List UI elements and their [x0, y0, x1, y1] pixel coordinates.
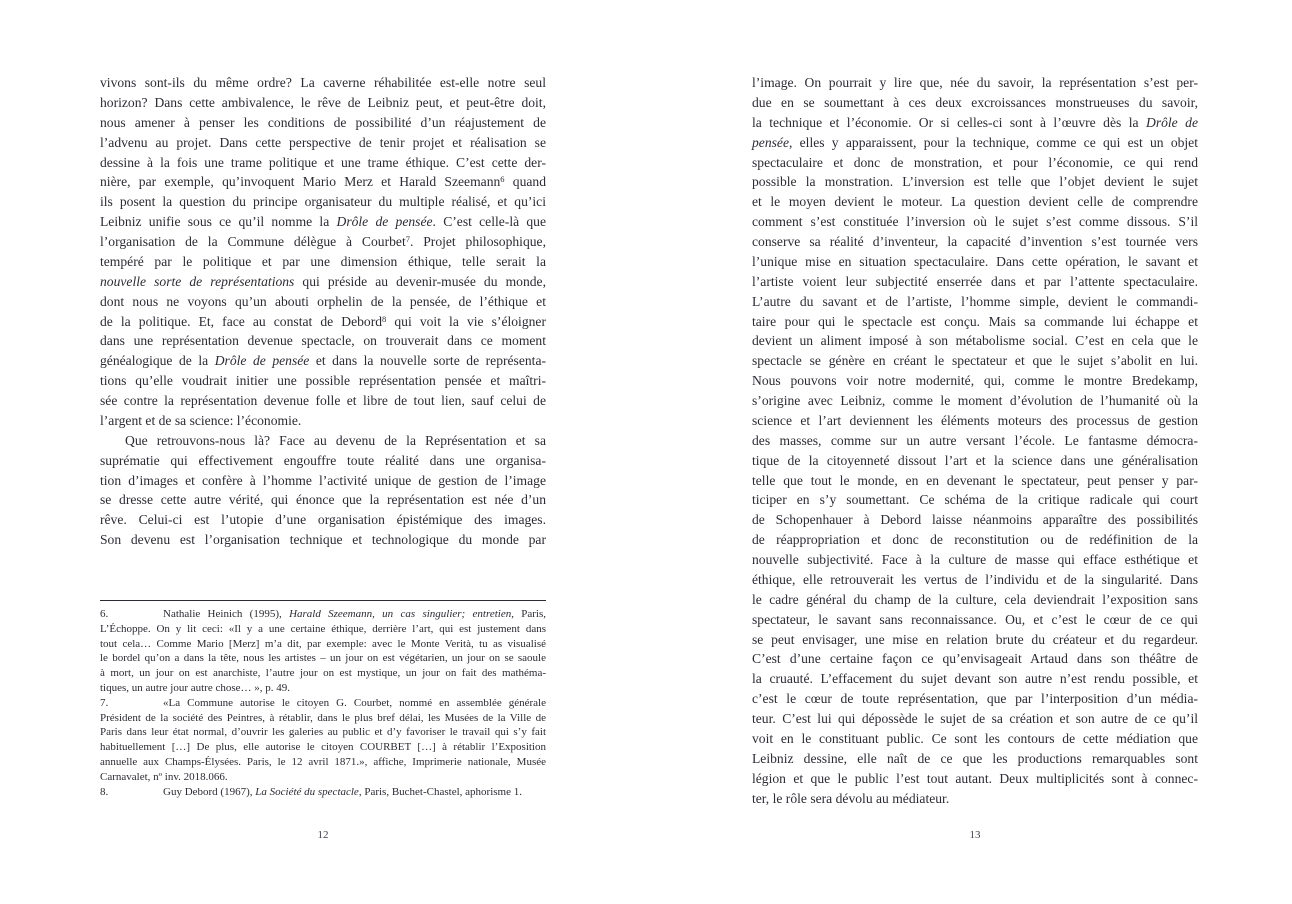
text-segment: tique de la citoyenneté dissout l’art et la science dans une généralisation [752, 452, 1198, 468]
text-segment: ter, le rôle sera dévolu au médiateur. [752, 790, 950, 806]
text-line [100, 451, 546, 471]
footnote-reference: 8 [382, 313, 387, 324]
text-line [100, 371, 546, 391]
text-segment: la cruauté. L’effacement du sujet devant son autre n’est rendu possible, et [752, 671, 1198, 687]
text-segment: généalogique de la [100, 353, 215, 369]
text-segment: nous amener à penser les conditions de possibilité d’un réajustement de [100, 114, 546, 130]
text-line [752, 550, 1198, 570]
text-segment: C’est d’une certaine façon ce qu’envisageait Artaud dans son théâtre de [752, 651, 1198, 667]
text-segment: conserve sa réalité d’inventeur, la capacité d’invention s’est tournée vers [752, 234, 1198, 249]
text-line [752, 709, 1198, 729]
text-line [100, 292, 546, 312]
text-line [100, 312, 546, 332]
text-line [100, 681, 546, 696]
text-segment: Guy Debord (1967), [163, 785, 256, 798]
text-line [100, 510, 546, 530]
text-line [100, 153, 546, 173]
text-line [100, 740, 546, 755]
text-line [100, 490, 546, 510]
text-segment: qui préside au devenir-musée du monde, [294, 273, 546, 289]
text-segment: éthique, elle retrouverait les vertus de l’individu et de la singularité. Dans [752, 571, 1198, 587]
text-segment: ticiper en s’y soumettant. Ce schéma de la critique radicale qui court [752, 492, 1198, 508]
text-segment: L’autre du savant et de l’artiste, l’homme simple, devient le commandi- [752, 293, 1198, 309]
text-segment: taire pour qui le spectacle est conçu. Mais sa commande lui échappe et [752, 313, 1198, 329]
italic-text: pensée [752, 134, 789, 150]
text-line [100, 212, 546, 232]
text-segment: Leibniz unifie sous ce qu’il nomme la [100, 214, 337, 230]
text-line [752, 490, 1198, 510]
text-segment: le bordel qu’on a dans la tête, nous les artistes – un jour on est végétarien, un jour on se saoule [100, 652, 546, 665]
text-segment: spectaculaire et donc de monstration, et pour l’économie, ce qui rend [752, 154, 1198, 170]
text-line [752, 113, 1198, 133]
text-line [752, 769, 1198, 789]
text-line [100, 172, 546, 192]
text-segment: «La Commune autorise le citoyen G. Courbet, nommé en assemblée générale [163, 696, 546, 709]
text-line [100, 272, 546, 292]
text-line [752, 689, 1198, 709]
text-line [100, 331, 546, 351]
text-segment: rêve. Celui-ci est l’utopie d’une organisation épistémique des images. [100, 512, 546, 528]
text-line [100, 530, 546, 550]
text-line [100, 666, 546, 681]
text-line [100, 252, 546, 272]
text-segment: des masses, comme sur un autre versant l’école. Le fantasme démocra- [752, 432, 1198, 448]
right-page-body [752, 73, 1198, 808]
text-line [752, 391, 1198, 411]
text-line [752, 73, 1198, 93]
italic-text: Harald Szeemann, un cas singulier; entretien [289, 608, 512, 620]
text-segment: de Schopenhauer à Debord laisse néanmoins apparaître des possibilités [752, 512, 1198, 528]
text-segment: l’argent et de sa science: l’économie. [100, 412, 302, 428]
text-line [100, 622, 546, 637]
text-segment: l’organisation de la Commune délègue à Courbet [100, 234, 406, 249]
text-line [752, 272, 1198, 292]
text-segment: dans une représentation devenue spectacle, on trouverait dans ce moment [100, 333, 546, 349]
text-segment: de réappropriation et donc de reconstitution ou de redéfinition de la [752, 532, 1198, 548]
text-line [752, 669, 1198, 689]
text-line [752, 610, 1198, 630]
text-segment: dessine à la fois une trame politique et une trame éthique. C’est cette der- [100, 154, 546, 170]
footnote-number: 6. [100, 608, 109, 620]
text-segment: devient un aliment imposé à son métabolisme social. C’est en cela que le [752, 333, 1198, 349]
text-segment: Nathalie Heinich (1995), [163, 608, 290, 620]
text-segment: à mort, un jour on est anarchiste, l’autre jour on est mystique, un jour on fait des mathéma- [100, 667, 546, 680]
text-line [752, 789, 1198, 809]
italic-text: Drôle de pensée [336, 214, 433, 230]
text-segment: s’origine avec Leibniz, comme le moment d’évolution de l’humanité où la [752, 393, 1198, 408]
text-segment: et le moyen devient le moteur. La question devient celle de comprendre [752, 194, 1198, 210]
text-line [752, 590, 1198, 610]
text-line [752, 351, 1198, 371]
text-line [752, 292, 1198, 312]
text-line [100, 755, 546, 770]
text-segment: sée contre la représentation devenue folle et libre de tout lien, sauf celui de [100, 393, 546, 408]
text-segment: , Paris, Buchet-Chastel, aphorisme 1. [358, 785, 522, 798]
text-line [100, 113, 546, 133]
text-segment: teur. C’est lui qui dépossède le sujet de sa création et son autre de ce qu’il [752, 711, 1198, 726]
text-line [100, 696, 546, 711]
text-line [752, 232, 1198, 252]
text-line [100, 93, 546, 113]
text-segment: , elles y apparaissent, pour la technique, comme ce qui est un objet [789, 134, 1198, 150]
text-line [752, 431, 1198, 451]
italic-text: nouvelle sorte de représentations [100, 273, 295, 289]
text-segment: dont nous ne voyons qu’un abouti orphelin de la pensée, de l’éthique et [100, 293, 546, 309]
text-segment: l’unique mise en situation spectaculaire. Dans cette opération, le savant et [752, 253, 1198, 269]
text-segment: , Paris, [511, 608, 547, 620]
footnote-number: 8. [100, 785, 109, 798]
italic-text: Drôle de pensée [214, 353, 310, 369]
text-segment: ils posent la question du principe organisateur du multiple réalisé, et qu’ici [100, 194, 546, 210]
text-segment: se peut envisager, une mise en relation brute du créateur et du regardeur. [752, 631, 1198, 647]
text-segment: telle que tout le monde, en en devenant le spectateur, peut penser y par- [752, 472, 1198, 488]
text-line [100, 471, 546, 491]
text-line [752, 212, 1198, 232]
italic-text: Drôle de [1146, 114, 1198, 130]
text-segment: Que retrouvons-nous là? Face au devenu de la Représentation et sa [125, 432, 546, 448]
text-segment: science et l’art deviennent les éléments moteurs des processus de gestion [752, 412, 1198, 428]
text-segment: Carnavalet, nº inv. 2018.066. [100, 770, 228, 783]
page-number-right: 13 [969, 829, 981, 841]
text-line [100, 785, 546, 800]
text-line [100, 411, 546, 431]
text-line [752, 411, 1198, 431]
page-number-left: 12 [317, 829, 329, 841]
text-segment: Président de la société des Peintres, à rétablir, dans le plus bref délai, les Musées de la Ville de [100, 711, 546, 724]
text-segment: tout cela… Comme Mario [Merz] m’a dit, par exemple: avec le Monte Verità, tu as visualisé [100, 637, 546, 650]
text-segment: et dans la nouvelle sorte de représenta- [309, 353, 547, 369]
text-line [752, 471, 1198, 491]
text-segment: la technique et l’économie. Or si celles-ci sont à l’œuvre dès la [752, 114, 1146, 130]
text-line [752, 312, 1198, 332]
text-line [752, 371, 1198, 391]
text-segment: se dresse cette autre vérité, qui énonce que la représentation est née d’un [100, 492, 546, 508]
text-line [752, 172, 1198, 192]
footnotes-block [100, 600, 546, 799]
text-line [752, 451, 1198, 471]
text-segment: suprématie qui effectivement engouffre toute réalité dans une organisa- [100, 452, 546, 468]
text-line [752, 93, 1198, 113]
text-segment: due en se soumettant à ces deux excroissances monstrueuses du savoir, [752, 94, 1198, 110]
text-line [752, 252, 1198, 272]
text-line [100, 232, 546, 252]
text-segment: Leibniz dessine, elle naît de ce que les productions remarquables sont [752, 750, 1198, 766]
text-segment: tions qu’elle voudrait initier une possible représentation pensée et maîtri- [100, 373, 546, 389]
text-line [100, 431, 546, 451]
text-segment: spectacle se génère en créant le spectateur et que le sujet s’abolit en lui. [752, 353, 1198, 369]
text-line [752, 133, 1198, 153]
text-line [752, 649, 1198, 669]
italic-text: La Société du spectacle [255, 785, 359, 798]
text-line [100, 73, 546, 93]
text-segment: nouvelle subjectivité. Face à la culture de masse qui efface esthétique et [752, 552, 1198, 567]
text-line [752, 630, 1198, 650]
text-segment: c’est le cœur de toute représentation, que par l’interposition d’un média- [752, 691, 1198, 707]
text-line [752, 729, 1198, 749]
text-line [752, 331, 1198, 351]
text-segment: de la politique. Et, face au constat de Debord [100, 313, 383, 329]
text-segment: spectateur, le savant sans reconnaissance. Ou, et c’est le cœur de ce qui [752, 611, 1198, 627]
text-line [100, 607, 546, 622]
footnote-separator-rule [100, 600, 546, 601]
text-segment: annuelle aux Champs-Élysées. Paris, le 12 avril 1871.», affiche, Imprimerie nationale, Musée [100, 755, 546, 768]
text-segment: l’advenu au projet. Dans cette perspective de tenir projet et réalisation se [100, 134, 546, 150]
text-line [752, 530, 1198, 550]
text-line [100, 770, 546, 785]
text-line [100, 725, 546, 740]
text-segment: L’Échoppe. On y lit ceci: «Il y a une certaine éthique, derrière l’art, qui est justement dans [100, 622, 546, 635]
text-segment: tion d’images et confère à l’homme l’activité unique de gestion de l’image [100, 472, 546, 488]
text-segment: Son devenu est l’organisation technique et technologique du monde par [100, 532, 546, 548]
text-segment: l’image. On pourrait y lire que, née du savoir, la représentation s’est per- [752, 75, 1198, 90]
footnotes [100, 607, 546, 799]
text-segment: qui voit la vie s’éloigner [386, 313, 546, 329]
footnote-reference: 7 [405, 234, 410, 244]
text-segment: Nous pouvons voir notre modernité, qui, comme le montre Bredekamp, [752, 373, 1198, 389]
text-line [752, 153, 1198, 173]
text-segment: le cadre général du champ de la culture, cela deviendrait l’exposition sans [752, 591, 1198, 607]
text-segment: quand [504, 174, 547, 190]
text-line [100, 711, 546, 726]
text-line [100, 651, 546, 666]
text-segment: tiques, un autre jour autre chose… », p. 49. [100, 681, 291, 694]
text-line [752, 749, 1198, 769]
text-segment: légion et que le public l’est tout autant. Deux multiplicités sont à connec- [752, 770, 1198, 786]
text-segment: Paris dans leur état normal, d’ouvrir les galeries au public et d’y favoriser le travail qui s’y fait [100, 726, 546, 739]
text-segment: . Projet philosophique, [409, 234, 546, 249]
text-line [752, 192, 1198, 212]
text-segment: tempéré par le politique et par une dimension éthique, telle serait la [100, 253, 546, 269]
text-segment: comment s’est constituée l’inversion où le sujet s’est comme dissous. S’il [752, 214, 1198, 230]
left-page-body [100, 73, 546, 550]
text-segment: horizon? Dans cette ambivalence, le rêve de Leibniz peut, et peut-être doit, [100, 94, 546, 110]
text-segment: voit en le constituant public. Ce sont les contours de cette médiation que [752, 730, 1198, 746]
text-line [100, 637, 546, 652]
text-line [752, 510, 1198, 530]
text-segment: habituellement […] De plus, elle autorise le citoyen COURBET […] à rétablir l’Exposition [100, 741, 546, 754]
text-segment: l’artiste voient leur subjectité enserrée dans et par l’attente spectaculaire. [752, 273, 1198, 289]
text-segment: possible la monstration. L’inversion est telle que l’objet devient le sujet [752, 174, 1198, 190]
text-line [100, 133, 546, 153]
text-line [100, 351, 546, 371]
text-line [752, 570, 1198, 590]
text-line [100, 391, 546, 411]
footnote-reference: 6 [500, 174, 505, 185]
footnote-number: 7. [100, 696, 109, 709]
text-segment: vivons sont-ils du même ordre? La caverne réhabilitée est-elle notre seul [100, 75, 546, 90]
text-segment: . C’est celle-là que [432, 214, 547, 230]
text-line [100, 192, 546, 212]
text-segment: nière, par exemple, qu’invoquent Mario Merz et Harald Szeemann [100, 174, 501, 190]
